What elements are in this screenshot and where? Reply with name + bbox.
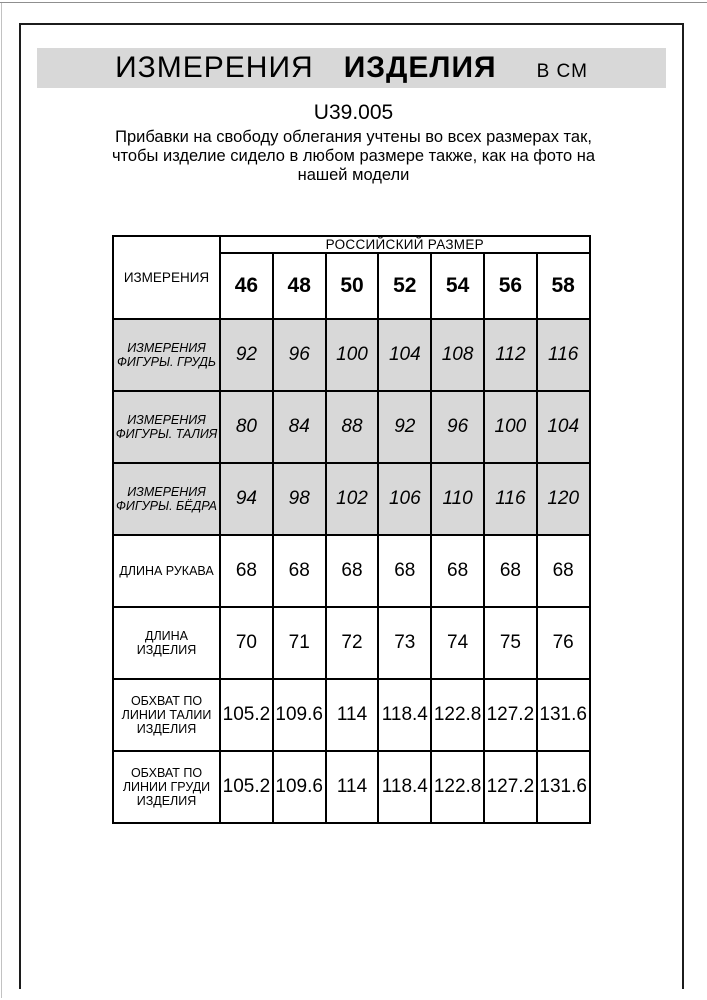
measurement-value-cell: 92	[378, 391, 431, 463]
article-number: U39.005	[313, 101, 394, 124]
corner-header-measurements: ИЗМЕРЕНИЯ	[113, 236, 220, 319]
size-column-header: 50	[326, 253, 379, 319]
table-row-waist-girth	[113, 679, 590, 751]
measurement-value-cell: 131.6	[537, 679, 590, 751]
measurement-value-cell: 68	[326, 535, 379, 607]
measurement-value-cell: 68	[273, 535, 326, 607]
measurement-value-cell: 75	[484, 607, 537, 679]
measurement-value-cell: 102	[326, 463, 379, 535]
measurement-value-cell: 120	[537, 463, 590, 535]
table-row-item-length	[113, 607, 590, 679]
size-column-header: 52	[378, 253, 431, 319]
measurement-value-cell: 100	[326, 319, 379, 391]
measurement-value-cell: 105.2	[220, 751, 273, 823]
measurement-value-cell: 70	[220, 607, 273, 679]
measurement-value-cell: 112	[484, 319, 537, 391]
measurement-value-cell: 114	[326, 679, 379, 751]
measurement-value-cell: 80	[220, 391, 273, 463]
size-column-header: 46	[220, 253, 273, 319]
measurement-value-cell: 72	[326, 607, 379, 679]
measurement-value-cell: 68	[484, 535, 537, 607]
table-row-chest-girth	[113, 751, 590, 823]
page-edge-line-top	[0, 2, 707, 3]
size-column-header: 56	[484, 253, 537, 319]
measurement-value-cell: 105.2	[220, 679, 273, 751]
table-row-sleeve-length	[113, 535, 590, 607]
row-label: ИЗМЕРЕНИЯ ФИГУРЫ. ГРУДЬ	[113, 319, 220, 391]
measurement-value-cell: 108	[431, 319, 484, 391]
measurement-value-cell: 100	[484, 391, 537, 463]
measurement-value-cell: 68	[537, 535, 590, 607]
measurement-value-cell: 73	[378, 607, 431, 679]
title-word-measurements: ИЗМЕРЕНИЯ	[115, 51, 314, 84]
measurement-value-cell: 122.8	[431, 751, 484, 823]
table-row-russian-size	[113, 236, 590, 253]
row-label: ОБХВАТ ПО ЛИНИИ ГРУДИ ИЗДЕЛИЯ	[113, 751, 220, 823]
russian-size-group-header: РОССИЙСКИЙ РАЗМЕР	[220, 236, 590, 253]
measurement-value-cell: 127.2	[484, 679, 537, 751]
table-row-figure-hips	[113, 463, 590, 535]
measurement-value-cell: 118.4	[378, 679, 431, 751]
measurement-value-cell: 127.2	[484, 751, 537, 823]
measurement-value-cell: 88	[326, 391, 379, 463]
measurement-value-cell: 106	[378, 463, 431, 535]
measurement-value-cell: 71	[273, 607, 326, 679]
measurement-value-cell: 104	[378, 319, 431, 391]
measurement-value-cell: 109.6	[273, 679, 326, 751]
row-label: ДЛИНА ИЗДЕЛИЯ	[113, 607, 220, 679]
measurement-value-cell: 94	[220, 463, 273, 535]
row-label: ОБХВАТ ПО ЛИНИИ ТАЛИИ ИЗДЕЛИЯ	[113, 679, 220, 751]
measurement-value-cell: 96	[273, 319, 326, 391]
size-table	[112, 235, 591, 824]
measurement-value-cell: 98	[273, 463, 326, 535]
size-column-header: 54	[431, 253, 484, 319]
measurement-value-cell: 109.6	[273, 751, 326, 823]
measurement-value-cell: 114	[326, 751, 379, 823]
measurement-value-cell: 118.4	[378, 751, 431, 823]
fit-note	[0, 128, 707, 185]
measurement-value-cell: 96	[431, 391, 484, 463]
measurement-value-cell: 76	[537, 607, 590, 679]
fit-note-line: Прибавки на свободу облегания учтены во всех размерах так,	[115, 128, 592, 146]
measurement-value-cell: 74	[431, 607, 484, 679]
fit-note-line: нашей модели	[297, 166, 410, 184]
row-label: ДЛИНА РУКАВА	[113, 535, 220, 607]
measurement-value-cell: 68	[220, 535, 273, 607]
measurement-value-cell: 84	[273, 391, 326, 463]
measurement-value-cell: 104	[537, 391, 590, 463]
fit-note-line: чтобы изделие сидело в любом размере также, как на фото на	[111, 147, 596, 165]
row-label: ИЗМЕРЕНИЯ ФИГУРЫ. ТАЛИЯ	[113, 391, 220, 463]
table-row-figure-chest	[113, 319, 590, 391]
table-row-figure-waist	[113, 391, 590, 463]
row-label: ИЗМЕРЕНИЯ ФИГУРЫ. БЁДРА	[113, 463, 220, 535]
measurement-value-cell: 68	[378, 535, 431, 607]
measurement-value-cell: 122.8	[431, 679, 484, 751]
size-column-header: 48	[273, 253, 326, 319]
title-bar	[37, 48, 666, 88]
measurement-value-cell: 110	[431, 463, 484, 535]
measurement-value-cell: 131.6	[537, 751, 590, 823]
size-column-header: 58	[537, 253, 590, 319]
measurement-value-cell: 116	[537, 319, 590, 391]
title-word-product: ИЗДЕЛИЯ	[343, 51, 497, 84]
title-unit-cm: В СМ	[536, 61, 588, 82]
measurement-value-cell: 116	[484, 463, 537, 535]
measurement-value-cell: 68	[431, 535, 484, 607]
measurement-value-cell: 92	[220, 319, 273, 391]
